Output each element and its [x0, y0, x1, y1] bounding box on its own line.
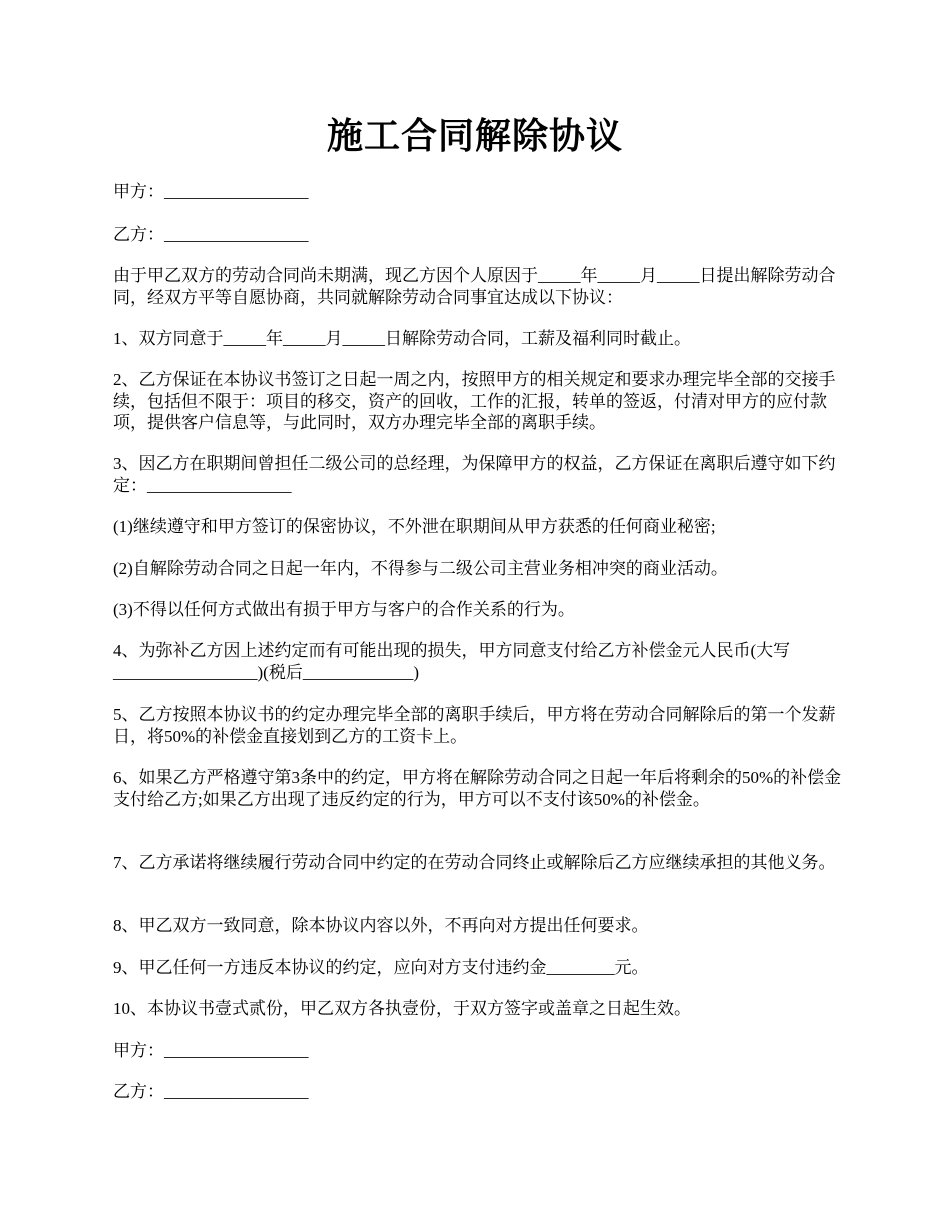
clause-3-item-3: (3)不得以任何方式做出有损于甲方与客户的合作关系的行为。	[113, 600, 575, 619]
clause-9: 9、甲乙任何一方违反本协议的约定，应向对方支付违约金________元。	[113, 958, 649, 977]
clause-10: 10、本协议书壹式贰份，甲乙双方各执壹份，于双方签字或盖章之日起生效。	[113, 999, 691, 1018]
document-title: 施工合同解除协议	[326, 116, 623, 156]
clause-8: 8、甲乙双方一致同意，除本协议内容以外，不再向对方提出任何要求。	[113, 916, 649, 935]
party-a-signature-line-bottom: 甲方：_________________	[113, 1041, 309, 1060]
clause-1: 1、双方同意于_____年_____月_____日解除劳动合同，工薪及福利同时截止。	[113, 329, 691, 348]
intro-paragraph: 由于甲乙双方的劳动合同尚未期满，现乙方因个人原因于_____年_____月_____日提出解除劳动合同，经双方平等自愿协商，共同就解除劳动合同事宜达成以下协议：	[113, 266, 836, 307]
clause-2: 2、乙方保证在本协议书签订之日起一周之内，按照甲方的相关规定和要求办理完毕全部的交接手续，包括但不限于：项目的移交，资产的回收，工作的汇报，转单的签返，付清对甲方的应付款项，提供客户信息等，与此同时，双方办理完毕全部的离职手续。	[113, 370, 836, 432]
clause-4: 4、为弥补乙方因上述约定而有可能出现的损失，甲方同意支付给乙方补偿金元人民币(大写_________________)(税后_____________)	[113, 641, 791, 682]
party-a-signature-line-top: 甲方：_________________	[113, 182, 309, 201]
party-b-signature-line-bottom: 乙方：_________________	[113, 1082, 309, 1101]
clause-5: 5、乙方按照本协议书的约定办理完毕全部的离职手续后，甲方将在劳动合同解除后的第一个发薪日，将50%的补偿金直接划到乙方的工资卡上。	[113, 705, 836, 746]
clause-7: 7、乙方承诺将继续履行劳动合同中约定的在劳动合同终止或解除后乙方应继续承担的其他义务。	[113, 853, 836, 872]
clause-3-item-1: (1)继续遵守和甲方签订的保密协议，不外泄在职期间从甲方获悉的任何商业秘密;	[113, 517, 716, 536]
party-b-signature-line-top: 乙方：_________________	[113, 225, 309, 244]
clause-3-item-2: (2)自解除劳动合同之日起一年内，不得参与二级公司主营业务相冲突的商业活动。	[113, 559, 728, 578]
clause-3: 3、因乙方在职期间曾担任二级公司的总经理，为保障甲方的权益，乙方保证在离职后遵守如下约定：_________________	[113, 454, 836, 495]
clause-6: 6、如果乙方严格遵守第3条中的约定，甲方将在解除劳动合同之日起一年后将剩余的50%的补偿金支付给乙方;如果乙方出现了违反约定的行为，甲方可以不支付该50%的补偿金。	[113, 768, 842, 809]
